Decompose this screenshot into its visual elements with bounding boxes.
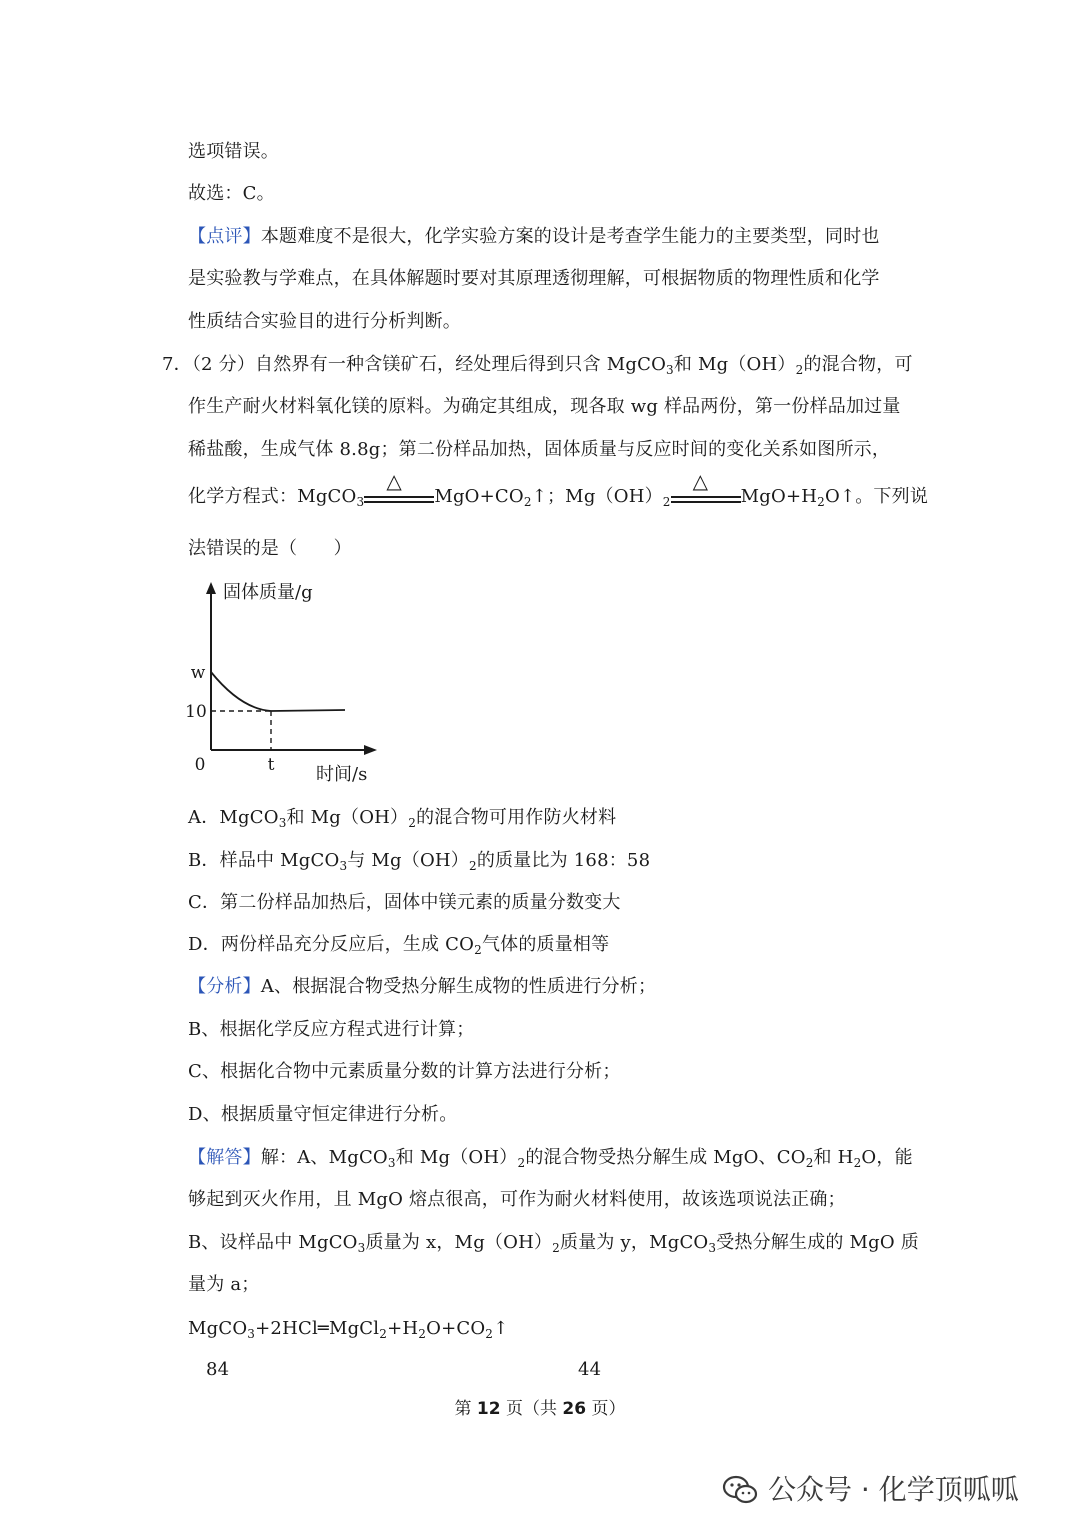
solution-tag: 【解答】: [188, 1147, 261, 1168]
analysis-line-b: B、根据化学反应方程式进行计算；: [188, 1019, 475, 1040]
solution-line-4: 量为 a；: [188, 1274, 260, 1295]
comment-tag: 【点评】: [188, 226, 261, 247]
comment-line-2: 是实验教与学难点，在具体解题时要对其原理透彻理解，可根据物质的物理性质和化学: [188, 268, 880, 289]
analysis-tag: 【分析】: [188, 976, 261, 997]
solution-line-3: B、设样品中 MgCO$_3$质量为 x，$Mg(OH)_2$质量为 y，MgCO$_3$受热分解生成的 MgO 质: [188, 1232, 919, 1255]
answer-line: 故选：C。: [188, 183, 275, 204]
x-axis-arrow: [364, 745, 377, 755]
watermark-text: 公众号 · 化学顶呱呱: [768, 1473, 1019, 1506]
heat-equals-sign: △: [364, 487, 434, 507]
comment-line-1: 【点评】本题难度不是很大，化学实验方案的设计是考查学生能力的主要类型，同时也: [188, 226, 880, 247]
origin-label: 0: [194, 755, 206, 775]
option-b: B．样品中 MgCO$_3$与 $Mg(OH)_2$的质量比为 168：58: [188, 850, 651, 873]
y-axis-label: 固体质量/g: [223, 582, 313, 603]
option-c: C．第二份样品加热后，固体中镁元素的质量分数变大: [188, 892, 621, 913]
option-a: A．MgCO$_3$和 $Mg(OH)_2$的混合物可用作防火材料: [188, 807, 617, 830]
question-7-line-1: 7．（2 分）自然界有一种含镁矿石，经处理后得到只含 MgCO$_3$和 $Mg(OH)_2$的混合物，可: [162, 354, 913, 377]
molar-mass-84: 84: [206, 1359, 230, 1380]
mass-time-chart: [180, 576, 400, 788]
page-footer: 第 12 页（共 26 页）: [454, 1399, 626, 1419]
solution-line-2: 够起到灭火作用，且 MgO 熔点很高，可作为耐火材料使用，故该选项说法正确；: [188, 1189, 846, 1210]
solution-line-1: 【解答】解：A、MgCO$_3$和 $Mg(OH)_2$的混合物受热分解生成 MgO、$CO_2$和 $H_2O$，能: [188, 1147, 913, 1170]
wechat-icon: [722, 1475, 758, 1512]
x-tick-label: t: [267, 755, 275, 775]
x-axis-label: 时间/s: [316, 764, 368, 785]
question-7-line-5: 法错误的是（ ）: [188, 538, 352, 559]
page-number: 12: [476, 1399, 501, 1419]
chemical-equation: 化学方程式：MgCO$_3$ △ $MgO+CO_2↑$；$Mg(OH)_2$ △ $MgO+H_2O↑$。下列说: [188, 469, 929, 509]
question-7-line-2: 作生产耐火材料氧化镁的原料。为确定其组成，现各取 wg 样品两份，第一份样品加过量: [188, 396, 901, 417]
analysis-line-a: 【分析】A、根据混合物受热分解生成物的性质进行分析；: [188, 976, 657, 997]
comment-line-3: 性质结合实验目的进行分析判断。: [188, 311, 461, 332]
y-axis-arrow: [206, 582, 216, 594]
question-7-line-3: 稀盐酸，生成气体 8.8g；第二份样品加热，固体质量与反应时间的变化关系如图所示，: [188, 439, 891, 460]
reaction-equation: $MgCO_3+2HCl═MgCl_2+H_2O+CO_2↑$: [188, 1318, 509, 1341]
y-tick-label: w: [190, 663, 206, 683]
series-line: [211, 672, 345, 711]
analysis-line-d: D、根据质量守恒定律进行分析。: [188, 1104, 458, 1125]
molar-mass-44: 44: [578, 1359, 602, 1380]
watermark: [722, 1468, 1019, 1512]
heat-equals-sign: △: [671, 487, 741, 507]
analysis-line-c: C、根据化合物中元素质量分数的计算方法进行分析；: [188, 1061, 621, 1082]
page-total: 26: [562, 1399, 587, 1419]
text-line: 选项错误。: [188, 141, 279, 162]
y-tick-label: 10: [185, 702, 207, 722]
option-d: D．两份样品充分反应后，生成 $CO_2$气体的质量相等: [188, 934, 610, 957]
